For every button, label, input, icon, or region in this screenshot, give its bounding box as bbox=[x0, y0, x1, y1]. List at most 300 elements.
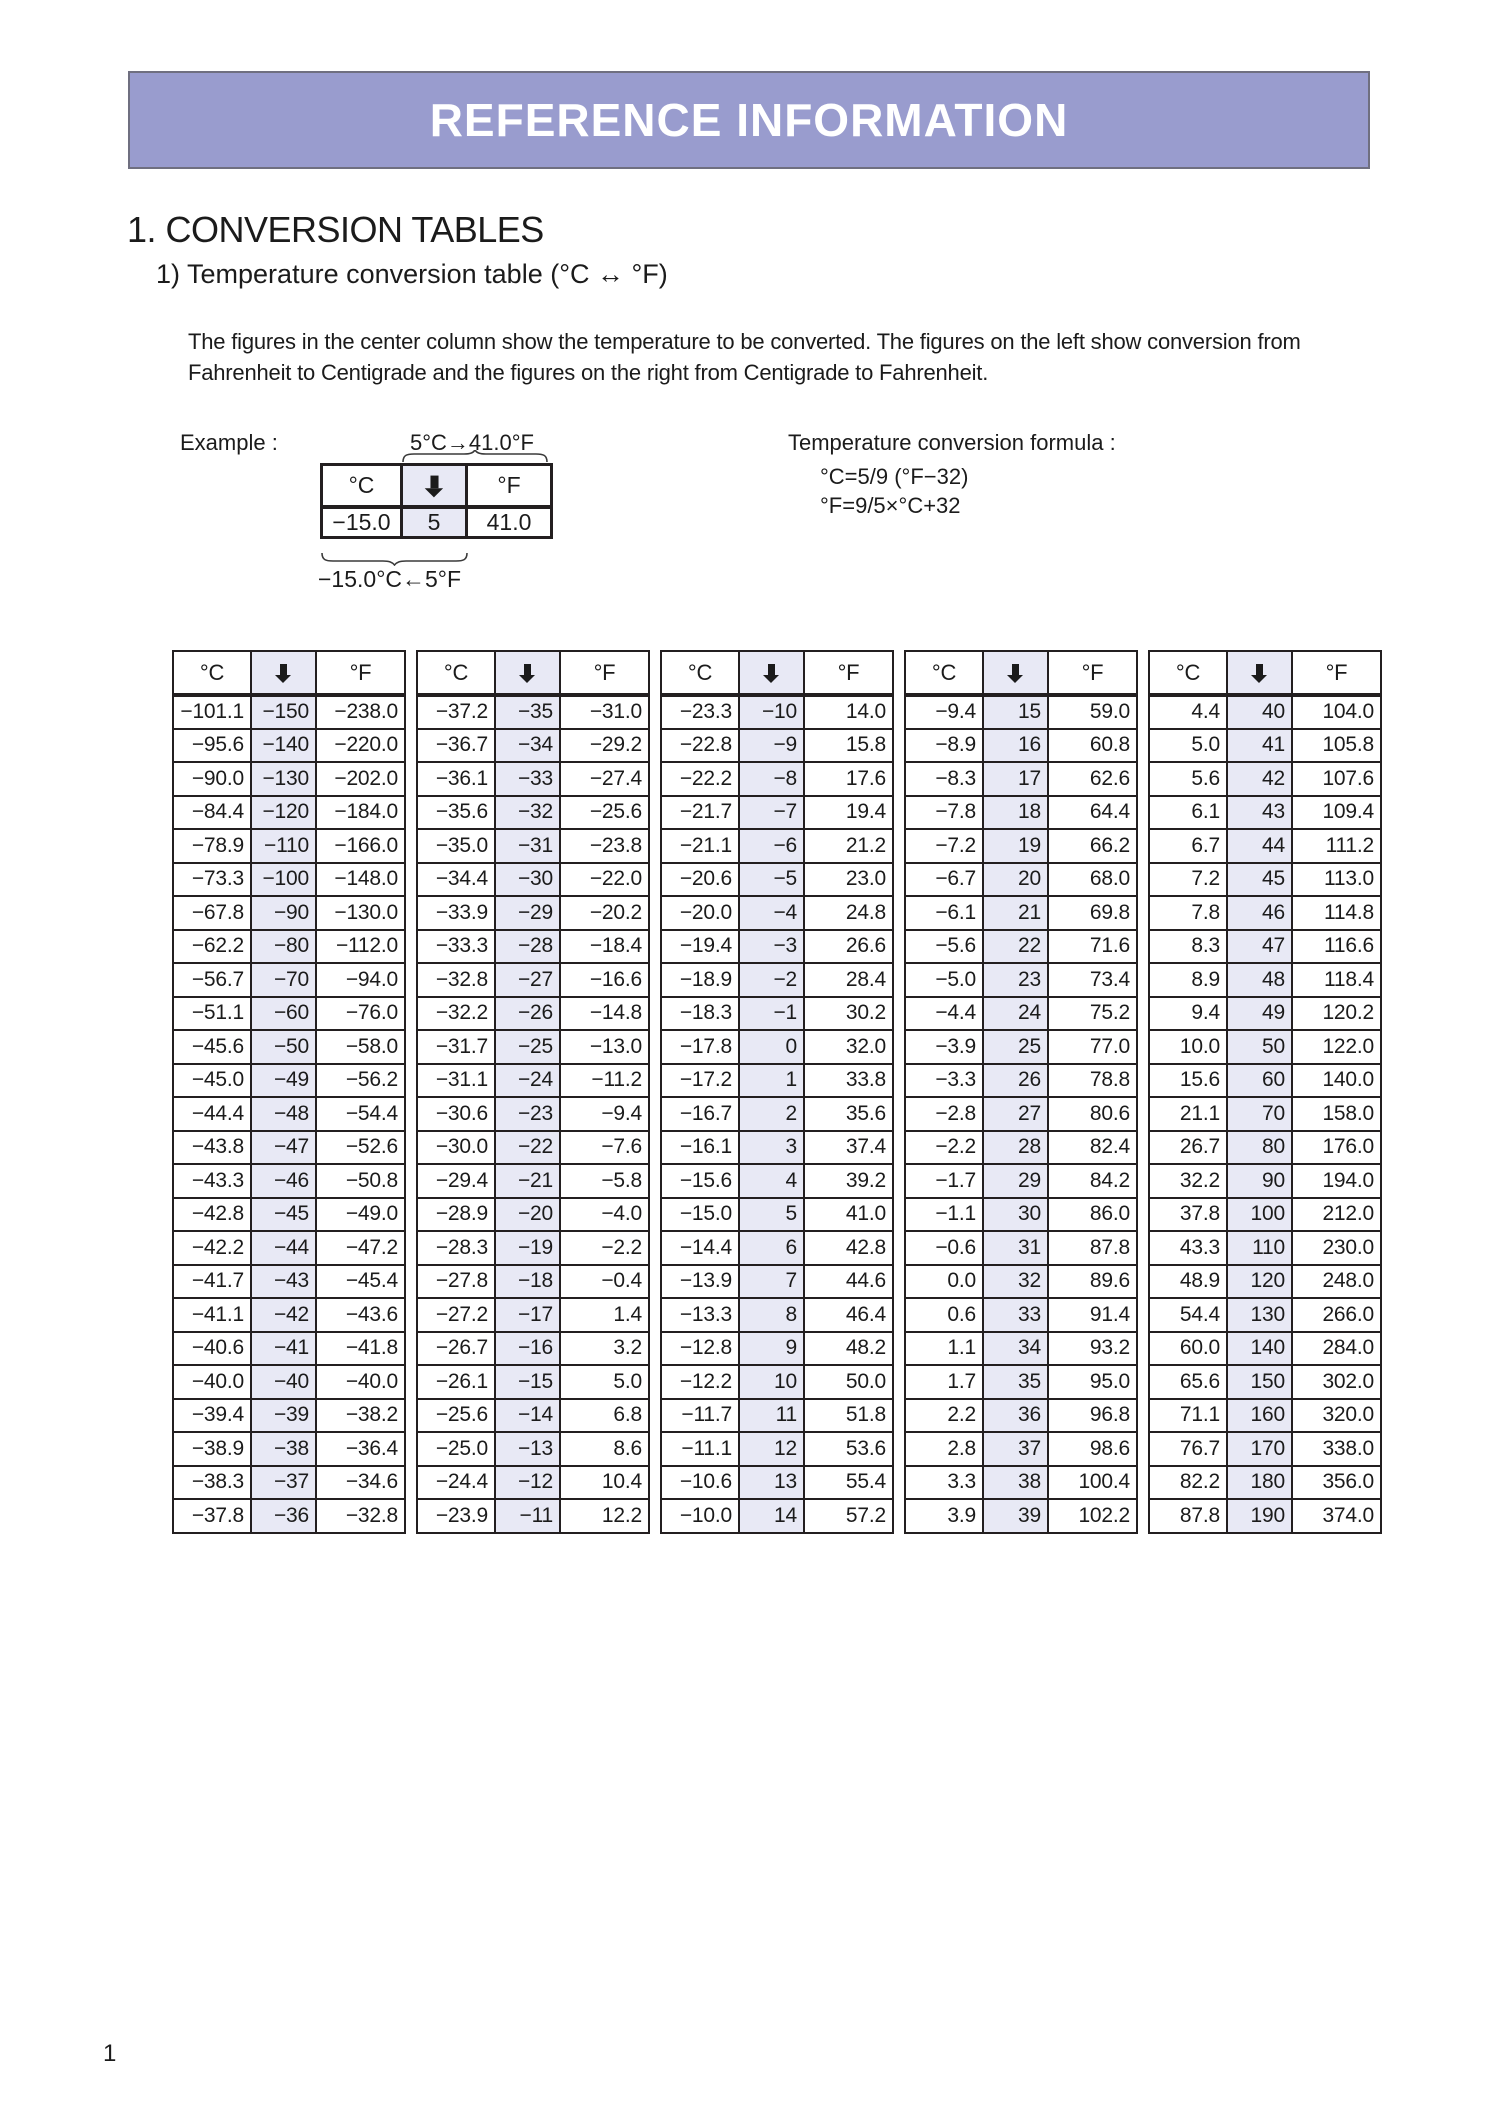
col-header-fahrenheit: °F bbox=[804, 651, 893, 695]
table-row bbox=[661, 796, 893, 830]
celsius-cell: −43.8 bbox=[173, 1131, 251, 1165]
intro-line-2: Fahrenheit to Centigrade and the figures on the right from Centigrade to Fahrenheit. bbox=[188, 360, 989, 385]
celsius-cell: 3.9 bbox=[905, 1499, 983, 1533]
fahrenheit-cell: −13.0 bbox=[560, 1030, 649, 1064]
table-row bbox=[661, 863, 893, 897]
table-header-row bbox=[905, 651, 1137, 695]
table-row bbox=[661, 762, 893, 796]
conversion-table-1 bbox=[172, 650, 406, 1534]
fahrenheit-cell: −4.0 bbox=[560, 1198, 649, 1232]
fahrenheit-cell: 107.6 bbox=[1292, 762, 1381, 796]
value-cell: 47 bbox=[1227, 930, 1292, 964]
table-row bbox=[173, 1064, 405, 1098]
value-cell: 40 bbox=[1227, 695, 1292, 729]
fahrenheit-cell: −27.4 bbox=[560, 762, 649, 796]
celsius-cell: −7.2 bbox=[905, 829, 983, 863]
value-cell: −11 bbox=[495, 1499, 560, 1533]
table-row bbox=[417, 1399, 649, 1433]
col-header-celsius: °C bbox=[905, 651, 983, 695]
value-cell: −47 bbox=[251, 1131, 316, 1165]
value-cell: −60 bbox=[251, 997, 316, 1031]
table-row bbox=[905, 1399, 1137, 1433]
example-col-header-convert bbox=[402, 465, 467, 507]
fahrenheit-cell: 66.2 bbox=[1048, 829, 1137, 863]
fahrenheit-cell: 98.6 bbox=[1048, 1432, 1137, 1466]
value-cell: 80 bbox=[1227, 1131, 1292, 1165]
table-row bbox=[1149, 1064, 1381, 1098]
table-row bbox=[173, 1365, 405, 1399]
value-cell: 60 bbox=[1227, 1064, 1292, 1098]
fahrenheit-cell: 12.2 bbox=[560, 1499, 649, 1533]
table-row bbox=[905, 1231, 1137, 1265]
fahrenheit-cell: −14.8 bbox=[560, 997, 649, 1031]
fahrenheit-cell: 51.8 bbox=[804, 1399, 893, 1433]
table-header-row bbox=[417, 651, 649, 695]
table-row bbox=[905, 997, 1137, 1031]
value-cell: 44 bbox=[1227, 829, 1292, 863]
table-row bbox=[661, 1231, 893, 1265]
table-row bbox=[905, 762, 1137, 796]
example-col-header-fahrenheit: °F bbox=[467, 465, 552, 507]
value-cell: −45 bbox=[251, 1198, 316, 1232]
table-row bbox=[661, 1365, 893, 1399]
value-cell: 33 bbox=[983, 1298, 1048, 1332]
fahrenheit-cell: −148.0 bbox=[316, 863, 405, 897]
celsius-cell: −16.1 bbox=[661, 1131, 739, 1165]
page-number: 1 bbox=[103, 2040, 117, 2067]
col-header-celsius: °C bbox=[417, 651, 495, 695]
celsius-cell: 2.2 bbox=[905, 1399, 983, 1433]
formula-line-2: °F=9/5×°C+32 bbox=[820, 493, 961, 518]
celsius-cell: −2.8 bbox=[905, 1097, 983, 1131]
value-cell: 37 bbox=[983, 1432, 1048, 1466]
celsius-cell: −13.9 bbox=[661, 1265, 739, 1299]
fahrenheit-cell: −18.4 bbox=[560, 930, 649, 964]
fahrenheit-cell: 78.8 bbox=[1048, 1064, 1137, 1098]
value-cell: 49 bbox=[1227, 997, 1292, 1031]
fahrenheit-cell: −58.0 bbox=[316, 1030, 405, 1064]
table-row bbox=[1149, 1131, 1381, 1165]
table-row bbox=[173, 796, 405, 830]
value-cell: −10 bbox=[739, 695, 804, 729]
value-cell: 17 bbox=[983, 762, 1048, 796]
fahrenheit-cell: 44.6 bbox=[804, 1265, 893, 1299]
value-cell: −50 bbox=[251, 1030, 316, 1064]
value-cell: −38 bbox=[251, 1432, 316, 1466]
fahrenheit-cell: −38.2 bbox=[316, 1399, 405, 1433]
celsius-cell: 2.8 bbox=[905, 1432, 983, 1466]
col-header-convert bbox=[739, 651, 804, 695]
celsius-cell: 6.7 bbox=[1149, 829, 1227, 863]
table-row bbox=[661, 1432, 893, 1466]
table-row bbox=[661, 1030, 893, 1064]
fahrenheit-cell: 114.8 bbox=[1292, 896, 1381, 930]
fahrenheit-cell: 302.0 bbox=[1292, 1365, 1381, 1399]
value-cell: 32 bbox=[983, 1265, 1048, 1299]
value-cell: −20 bbox=[495, 1198, 560, 1232]
fahrenheit-cell: −47.2 bbox=[316, 1231, 405, 1265]
fahrenheit-cell: 53.6 bbox=[804, 1432, 893, 1466]
value-cell: −100 bbox=[251, 863, 316, 897]
fahrenheit-cell: 23.0 bbox=[804, 863, 893, 897]
example-bottom-annotation: −15.0°C←5°F bbox=[318, 566, 462, 592]
table-row bbox=[417, 1466, 649, 1500]
fahrenheit-cell: 19.4 bbox=[804, 796, 893, 830]
example-value-cell: 5 bbox=[402, 507, 467, 538]
celsius-cell: 26.7 bbox=[1149, 1131, 1227, 1165]
table-row bbox=[173, 863, 405, 897]
col-header-fahrenheit: °F bbox=[1048, 651, 1137, 695]
table-row bbox=[173, 1097, 405, 1131]
table-header-row bbox=[661, 651, 893, 695]
celsius-cell: −45.6 bbox=[173, 1030, 251, 1064]
table-row bbox=[905, 963, 1137, 997]
fahrenheit-cell: −29.2 bbox=[560, 729, 649, 763]
table-row bbox=[417, 1198, 649, 1232]
fahrenheit-cell: 46.4 bbox=[804, 1298, 893, 1332]
value-cell: 110 bbox=[1227, 1231, 1292, 1265]
table-row bbox=[661, 1198, 893, 1232]
value-cell: 4 bbox=[739, 1164, 804, 1198]
fahrenheit-cell: −56.2 bbox=[316, 1064, 405, 1098]
fahrenheit-cell: 59.0 bbox=[1048, 695, 1137, 729]
celsius-cell: 60.0 bbox=[1149, 1332, 1227, 1366]
value-cell: 70 bbox=[1227, 1097, 1292, 1131]
fahrenheit-cell: 6.8 bbox=[560, 1399, 649, 1433]
fahrenheit-cell: 338.0 bbox=[1292, 1432, 1381, 1466]
celsius-cell: −78.9 bbox=[173, 829, 251, 863]
table-row bbox=[905, 729, 1137, 763]
fahrenheit-cell: 3.2 bbox=[560, 1332, 649, 1366]
celsius-cell: 8.3 bbox=[1149, 930, 1227, 964]
value-cell: 19 bbox=[983, 829, 1048, 863]
table-row bbox=[173, 963, 405, 997]
table-row bbox=[905, 896, 1137, 930]
value-cell: −14 bbox=[495, 1399, 560, 1433]
table-row bbox=[1149, 1298, 1381, 1332]
celsius-cell: −90.0 bbox=[173, 762, 251, 796]
value-cell: −44 bbox=[251, 1231, 316, 1265]
table-header-row bbox=[173, 651, 405, 695]
conversion-tables bbox=[172, 650, 1382, 1534]
example-fahrenheit-cell: 41.0 bbox=[467, 507, 552, 538]
celsius-cell: −17.2 bbox=[661, 1064, 739, 1098]
fahrenheit-cell: −11.2 bbox=[560, 1064, 649, 1098]
table-row bbox=[173, 896, 405, 930]
fahrenheit-cell: 120.2 bbox=[1292, 997, 1381, 1031]
down-arrow-icon bbox=[1007, 664, 1024, 683]
value-cell: 39 bbox=[983, 1499, 1048, 1533]
celsius-cell: 10.0 bbox=[1149, 1030, 1227, 1064]
celsius-cell: −35.0 bbox=[417, 829, 495, 863]
table-row bbox=[173, 1265, 405, 1299]
fahrenheit-cell: −7.6 bbox=[560, 1131, 649, 1165]
celsius-cell: −5.6 bbox=[905, 930, 983, 964]
fahrenheit-cell: −23.8 bbox=[560, 829, 649, 863]
celsius-cell: 7.8 bbox=[1149, 896, 1227, 930]
table-row bbox=[1149, 997, 1381, 1031]
table-row bbox=[417, 1432, 649, 1466]
value-cell: 41 bbox=[1227, 729, 1292, 763]
celsius-cell: −15.0 bbox=[661, 1198, 739, 1232]
celsius-cell: −12.2 bbox=[661, 1365, 739, 1399]
table-row bbox=[173, 1298, 405, 1332]
celsius-cell: −28.3 bbox=[417, 1231, 495, 1265]
fahrenheit-cell: 104.0 bbox=[1292, 695, 1381, 729]
celsius-cell: 15.6 bbox=[1149, 1064, 1227, 1098]
table-row bbox=[905, 1466, 1137, 1500]
value-cell: 27 bbox=[983, 1097, 1048, 1131]
celsius-cell: −95.6 bbox=[173, 729, 251, 763]
value-cell: 7 bbox=[739, 1265, 804, 1299]
value-cell: −8 bbox=[739, 762, 804, 796]
value-cell: 5 bbox=[739, 1198, 804, 1232]
table-row bbox=[417, 1131, 649, 1165]
celsius-cell: −3.3 bbox=[905, 1064, 983, 1098]
value-cell: −2 bbox=[739, 963, 804, 997]
value-cell: −16 bbox=[495, 1332, 560, 1366]
value-cell: 34 bbox=[983, 1332, 1048, 1366]
celsius-cell: −37.8 bbox=[173, 1499, 251, 1533]
table-row bbox=[661, 930, 893, 964]
value-cell: −41 bbox=[251, 1332, 316, 1366]
fahrenheit-cell: 28.4 bbox=[804, 963, 893, 997]
celsius-cell: −9.4 bbox=[905, 695, 983, 729]
value-cell: 1 bbox=[739, 1064, 804, 1098]
celsius-cell: −62.2 bbox=[173, 930, 251, 964]
underbrace-icon bbox=[321, 553, 468, 566]
celsius-cell: −4.4 bbox=[905, 997, 983, 1031]
value-cell: 9 bbox=[739, 1332, 804, 1366]
celsius-cell: −27.2 bbox=[417, 1298, 495, 1332]
table-row bbox=[1149, 930, 1381, 964]
section-heading: 1. CONVERSION TABLES bbox=[127, 209, 544, 250]
col-header-convert bbox=[983, 651, 1048, 695]
celsius-cell: −67.8 bbox=[173, 896, 251, 930]
value-cell: −15 bbox=[495, 1365, 560, 1399]
celsius-cell: −10.6 bbox=[661, 1466, 739, 1500]
example-top-annotation: 5°C→41.0°F bbox=[410, 430, 534, 455]
fahrenheit-cell: 109.4 bbox=[1292, 796, 1381, 830]
fahrenheit-cell: 158.0 bbox=[1292, 1097, 1381, 1131]
fahrenheit-cell: 105.8 bbox=[1292, 729, 1381, 763]
fahrenheit-cell: 39.2 bbox=[804, 1164, 893, 1198]
celsius-cell: −23.9 bbox=[417, 1499, 495, 1533]
col-header-celsius: °C bbox=[173, 651, 251, 695]
table-row bbox=[417, 1365, 649, 1399]
celsius-cell: −32.2 bbox=[417, 997, 495, 1031]
table-row bbox=[905, 1499, 1137, 1533]
value-cell: 25 bbox=[983, 1030, 1048, 1064]
fahrenheit-cell: 62.6 bbox=[1048, 762, 1137, 796]
celsius-cell: −13.3 bbox=[661, 1298, 739, 1332]
celsius-cell: −8.3 bbox=[905, 762, 983, 796]
value-cell: −80 bbox=[251, 930, 316, 964]
table-row bbox=[173, 829, 405, 863]
celsius-cell: −18.9 bbox=[661, 963, 739, 997]
value-cell: 23 bbox=[983, 963, 1048, 997]
table-row bbox=[905, 930, 1137, 964]
celsius-cell: −36.1 bbox=[417, 762, 495, 796]
fahrenheit-cell: 194.0 bbox=[1292, 1164, 1381, 1198]
table-row bbox=[417, 1231, 649, 1265]
table-row bbox=[1149, 695, 1381, 729]
value-cell: 24 bbox=[983, 997, 1048, 1031]
value-cell: 45 bbox=[1227, 863, 1292, 897]
value-cell: 42 bbox=[1227, 762, 1292, 796]
celsius-cell: −31.1 bbox=[417, 1064, 495, 1098]
fahrenheit-cell: 140.0 bbox=[1292, 1064, 1381, 1098]
table-row bbox=[905, 796, 1137, 830]
fahrenheit-cell: 77.0 bbox=[1048, 1030, 1137, 1064]
fahrenheit-cell: −220.0 bbox=[316, 729, 405, 763]
value-cell: −3 bbox=[739, 930, 804, 964]
celsius-cell: −33.9 bbox=[417, 896, 495, 930]
celsius-cell: −24.4 bbox=[417, 1466, 495, 1500]
value-cell: −24 bbox=[495, 1064, 560, 1098]
table-row bbox=[661, 1332, 893, 1366]
table-row bbox=[905, 1164, 1137, 1198]
celsius-cell: −11.1 bbox=[661, 1432, 739, 1466]
table-row bbox=[661, 1298, 893, 1332]
table-row bbox=[417, 963, 649, 997]
fahrenheit-cell: 32.0 bbox=[804, 1030, 893, 1064]
fahrenheit-cell: 57.2 bbox=[804, 1499, 893, 1533]
intro-paragraph bbox=[188, 326, 1301, 388]
table-row bbox=[173, 1432, 405, 1466]
value-cell: −49 bbox=[251, 1064, 316, 1098]
value-cell: 150 bbox=[1227, 1365, 1292, 1399]
celsius-cell: −10.0 bbox=[661, 1499, 739, 1533]
table-row bbox=[417, 1097, 649, 1131]
formula-line-1: °C=5/9 (°F−32) bbox=[820, 464, 969, 489]
value-cell: 11 bbox=[739, 1399, 804, 1433]
value-cell: 18 bbox=[983, 796, 1048, 830]
value-cell: −36 bbox=[251, 1499, 316, 1533]
value-cell: −5 bbox=[739, 863, 804, 897]
celsius-cell: −42.2 bbox=[173, 1231, 251, 1265]
value-cell: −25 bbox=[495, 1030, 560, 1064]
celsius-cell: −36.7 bbox=[417, 729, 495, 763]
table-row bbox=[1149, 1432, 1381, 1466]
value-cell: −1 bbox=[739, 997, 804, 1031]
fahrenheit-cell: 55.4 bbox=[804, 1466, 893, 1500]
fahrenheit-cell: 35.6 bbox=[804, 1097, 893, 1131]
value-cell: −42 bbox=[251, 1298, 316, 1332]
table-row bbox=[417, 1030, 649, 1064]
table-row bbox=[661, 997, 893, 1031]
celsius-cell: −6.7 bbox=[905, 863, 983, 897]
value-cell: −22 bbox=[495, 1131, 560, 1165]
value-cell: −110 bbox=[251, 829, 316, 863]
fahrenheit-cell: 69.8 bbox=[1048, 896, 1137, 930]
fahrenheit-cell: 8.6 bbox=[560, 1432, 649, 1466]
celsius-cell: −8.9 bbox=[905, 729, 983, 763]
fahrenheit-cell: 48.2 bbox=[804, 1332, 893, 1366]
value-cell: 12 bbox=[739, 1432, 804, 1466]
value-cell: −7 bbox=[739, 796, 804, 830]
fahrenheit-cell: −112.0 bbox=[316, 930, 405, 964]
example-celsius-cell: −15.0 bbox=[322, 507, 402, 538]
example-table bbox=[320, 463, 553, 539]
value-cell: 13 bbox=[739, 1466, 804, 1500]
celsius-cell: −21.7 bbox=[661, 796, 739, 830]
celsius-cell: 21.1 bbox=[1149, 1097, 1227, 1131]
table-row bbox=[173, 997, 405, 1031]
down-arrow-icon bbox=[275, 664, 292, 683]
celsius-cell: 9.4 bbox=[1149, 997, 1227, 1031]
celsius-cell: −0.6 bbox=[905, 1231, 983, 1265]
value-cell: 2 bbox=[739, 1097, 804, 1131]
celsius-cell: −22.8 bbox=[661, 729, 739, 763]
table-row bbox=[417, 729, 649, 763]
table-row bbox=[1149, 1265, 1381, 1299]
value-cell: 190 bbox=[1227, 1499, 1292, 1533]
celsius-cell: 37.8 bbox=[1149, 1198, 1227, 1232]
celsius-cell: −29.4 bbox=[417, 1164, 495, 1198]
celsius-cell: −40.6 bbox=[173, 1332, 251, 1366]
fahrenheit-cell: 122.0 bbox=[1292, 1030, 1381, 1064]
celsius-cell: −42.8 bbox=[173, 1198, 251, 1232]
table-row bbox=[417, 695, 649, 729]
table-row bbox=[1149, 1030, 1381, 1064]
table-row bbox=[661, 896, 893, 930]
value-cell: 22 bbox=[983, 930, 1048, 964]
value-cell: 29 bbox=[983, 1164, 1048, 1198]
celsius-cell: 71.1 bbox=[1149, 1399, 1227, 1433]
table-row bbox=[661, 1131, 893, 1165]
table-row bbox=[661, 1466, 893, 1500]
table-row bbox=[905, 1131, 1137, 1165]
table-row bbox=[417, 896, 649, 930]
col-header-fahrenheit: °F bbox=[560, 651, 649, 695]
fahrenheit-cell: 86.0 bbox=[1048, 1198, 1137, 1232]
table-row bbox=[1149, 1198, 1381, 1232]
fahrenheit-cell: −52.6 bbox=[316, 1131, 405, 1165]
celsius-cell: −16.7 bbox=[661, 1097, 739, 1131]
table-row bbox=[905, 1030, 1137, 1064]
celsius-cell: 43.3 bbox=[1149, 1231, 1227, 1265]
fahrenheit-cell: 26.6 bbox=[804, 930, 893, 964]
celsius-cell: −30.0 bbox=[417, 1131, 495, 1165]
table-row bbox=[417, 1298, 649, 1332]
fahrenheit-cell: 33.8 bbox=[804, 1064, 893, 1098]
table-row bbox=[173, 1164, 405, 1198]
table-row bbox=[417, 1064, 649, 1098]
fahrenheit-cell: 75.2 bbox=[1048, 997, 1137, 1031]
table-row bbox=[905, 1332, 1137, 1366]
value-cell: −29 bbox=[495, 896, 560, 930]
down-arrow-icon bbox=[763, 664, 780, 683]
table-row bbox=[905, 1097, 1137, 1131]
value-cell: −28 bbox=[495, 930, 560, 964]
value-cell: −6 bbox=[739, 829, 804, 863]
fahrenheit-cell: 68.0 bbox=[1048, 863, 1137, 897]
fahrenheit-cell: −166.0 bbox=[316, 829, 405, 863]
value-cell: −26 bbox=[495, 997, 560, 1031]
celsius-cell: −33.3 bbox=[417, 930, 495, 964]
celsius-cell: 32.2 bbox=[1149, 1164, 1227, 1198]
celsius-cell: −34.4 bbox=[417, 863, 495, 897]
value-cell: 31 bbox=[983, 1231, 1048, 1265]
value-cell: 16 bbox=[983, 729, 1048, 763]
table-row bbox=[173, 1131, 405, 1165]
table-row bbox=[1149, 863, 1381, 897]
conversion-table-4 bbox=[904, 650, 1138, 1534]
table-row bbox=[417, 762, 649, 796]
celsius-cell: −38.3 bbox=[173, 1466, 251, 1500]
celsius-cell: 7.2 bbox=[1149, 863, 1227, 897]
